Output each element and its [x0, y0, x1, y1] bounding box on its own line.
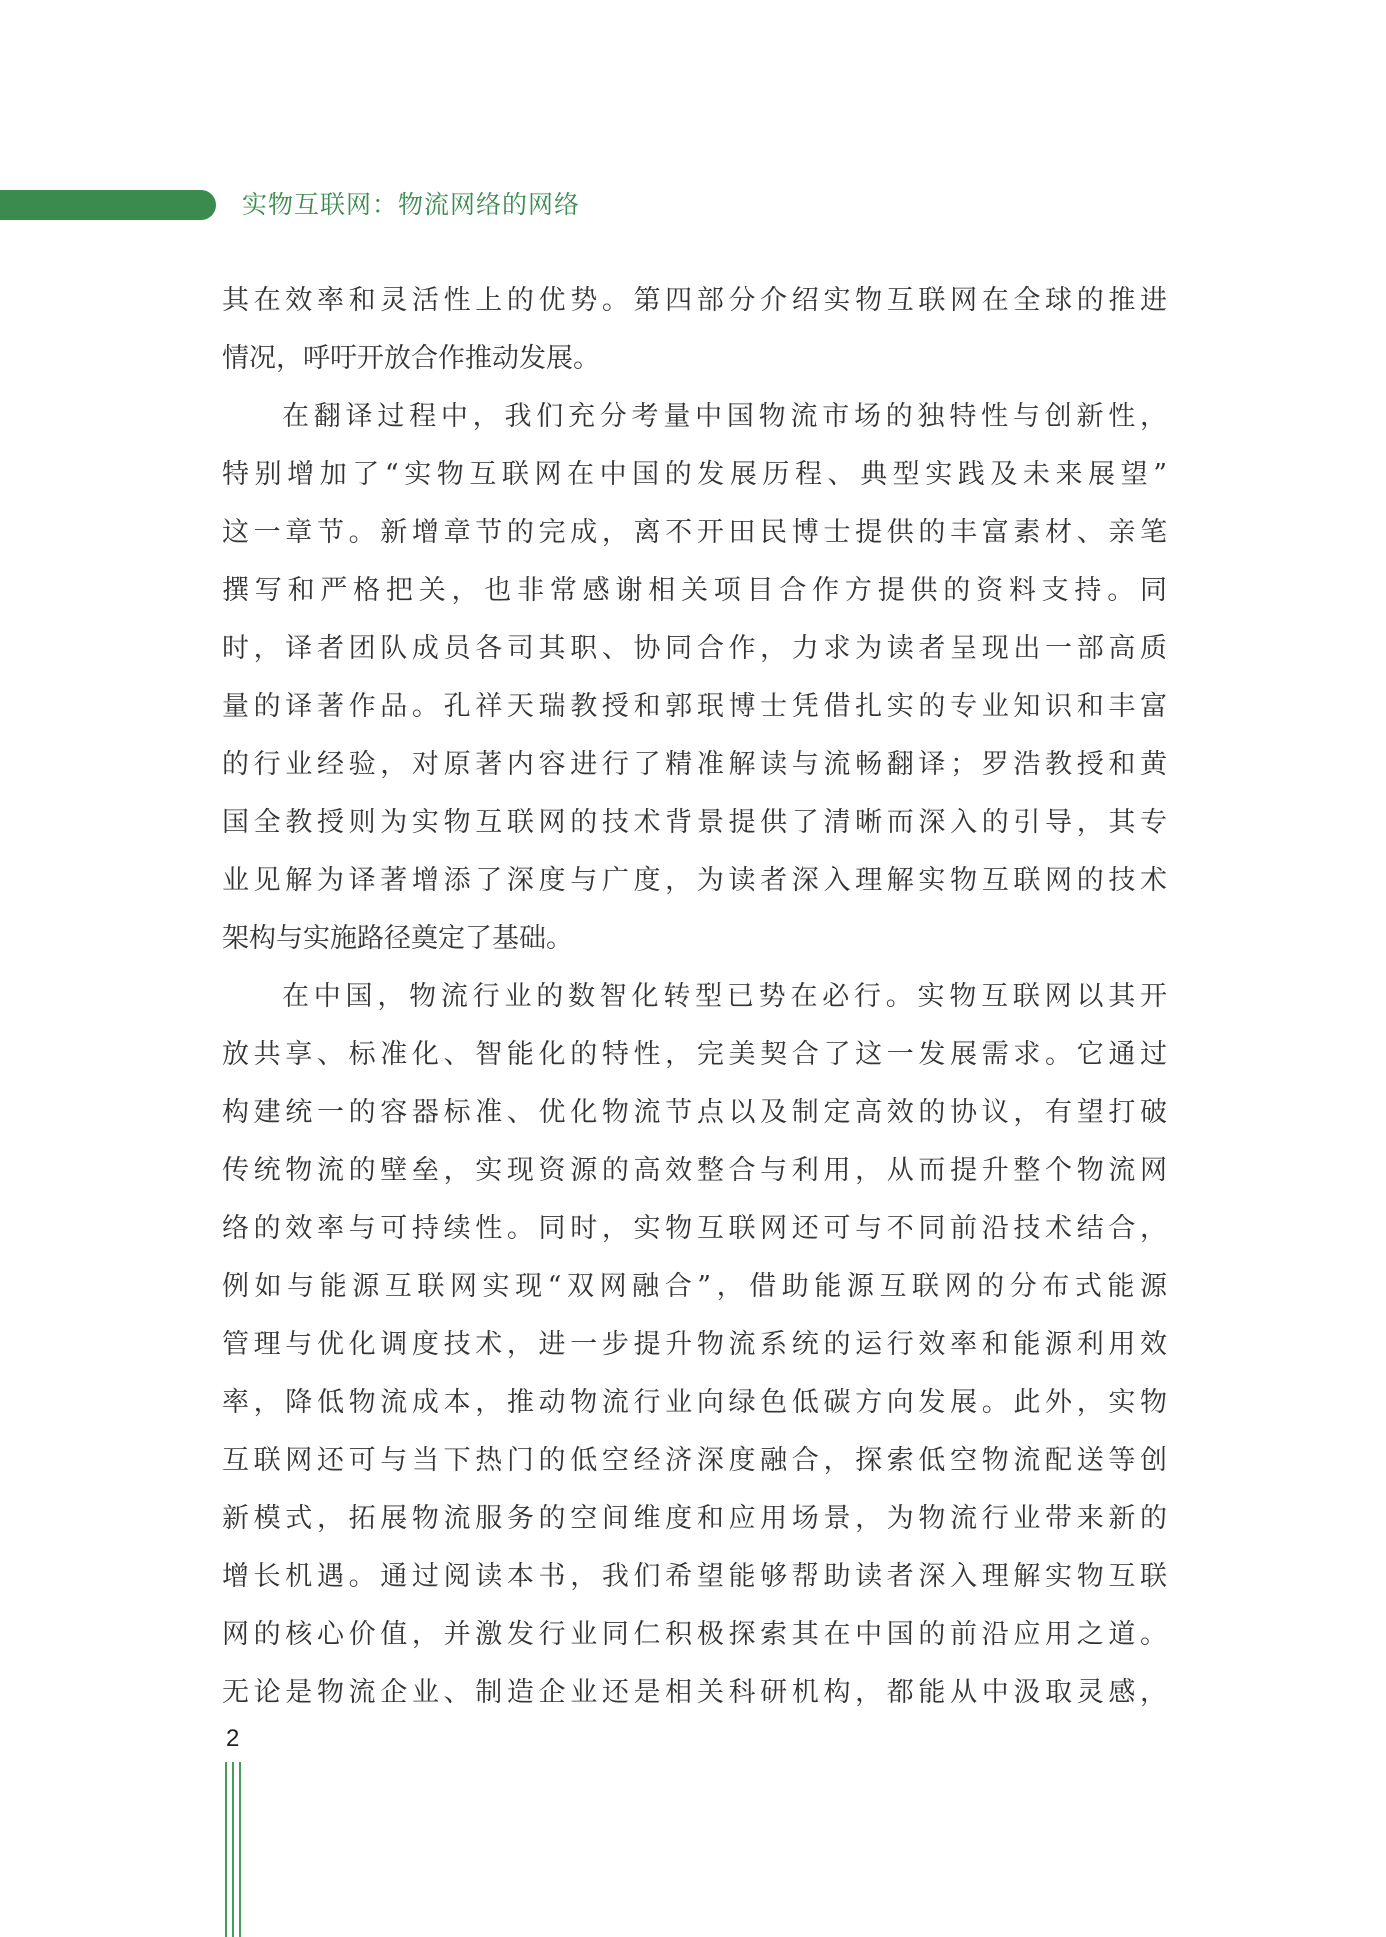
text-line: 增长机遇。通过阅读本书，我们希望能够帮助读者深入理解实物互联	[222, 1561, 1167, 1592]
text-line: 国全教授则为实物互联网的技术背景提供了清晰而深入的引导，其专	[222, 807, 1167, 838]
margin-rule	[232, 1762, 234, 1937]
margin-rule	[239, 1762, 241, 1937]
text-line: 情况，呼吁开放合作推动发展。	[222, 343, 600, 374]
text-line: 其在效率和灵活性上的优势。第四部分介绍实物互联网在全球的推进	[222, 285, 1167, 316]
text-line: 络的效率与可持续性。同时，实物互联网还可与不同前沿技术结合，	[222, 1213, 1167, 1244]
text-line: 这一章节。新增章节的完成，离不开田民博士提供的丰富素材、亲笔	[222, 517, 1167, 548]
page-number: 2	[226, 1725, 240, 1752]
text-line: 量的译著作品。孔祥天瑞教授和郭珉博士凭借扎实的专业知识和丰富	[222, 691, 1167, 722]
text-line: 时，译者团队成员各司其职、协同合作，力求为读者呈现出一部高质	[222, 633, 1167, 664]
text-line: 放共享、标准化、智能化的特性，完美契合了这一发展需求。它通过	[222, 1039, 1167, 1070]
margin-decorative-rules	[225, 1762, 243, 1937]
text-line: 业见解为译著增添了深度与广度，为读者深入理解实物互联网的技术	[222, 865, 1167, 896]
running-header-title: 实物互联网：物流网络的网络	[242, 190, 581, 219]
text-line: 新模式，拓展物流服务的空间维度和应用场景，为物流行业带来新的	[222, 1503, 1167, 1534]
text-line: 互联网还可与当下热门的低空经济深度融合，探索低空物流配送等创	[222, 1445, 1167, 1476]
text-line: 网的核心价值，并激发行业同仁积极探索其在中国的前沿应用之道。	[222, 1619, 1167, 1650]
text-line: 构建统一的容器标准、优化物流节点以及制定高效的协议，有望打破	[222, 1097, 1167, 1128]
text-line: 率，降低物流成本，推动物流行业向绿色低碳方向发展。此外，实物	[222, 1387, 1167, 1418]
text-line: 传统物流的壁垒，实现资源的高效整合与利用，从而提升整个物流网	[222, 1155, 1167, 1186]
header-accent-bar	[0, 190, 216, 220]
text-line: 例如与能源互联网实现“双网融合”，借助能源互联网的分布式能源	[222, 1271, 1167, 1302]
text-line: 无论是物流企业、制造企业还是相关科研机构，都能从中汲取灵感，	[222, 1677, 1167, 1708]
text-line: 管理与优化调度技术，进一步提升物流系统的运行效率和能源利用效	[222, 1329, 1167, 1360]
body-text	[222, 272, 1167, 1722]
text-line: 的行业经验，对原著内容进行了精准解读与流畅翻译；罗浩教授和黄	[222, 749, 1167, 780]
text-line: 在中国，物流行业的数智化转型已势在必行。实物互联网以其开	[282, 981, 1167, 1012]
text-line: 架构与实施路径奠定了基础。	[222, 923, 573, 954]
text-line: 特别增加了“实物互联网在中国的发展历程、典型实践及未来展望”	[222, 459, 1167, 490]
text-line: 撰写和严格把关，也非常感谢相关项目合作方提供的资料支持。同	[222, 575, 1167, 606]
margin-rule	[225, 1762, 227, 1937]
text-line: 在翻译过程中，我们充分考量中国物流市场的独特性与创新性，	[282, 401, 1167, 432]
